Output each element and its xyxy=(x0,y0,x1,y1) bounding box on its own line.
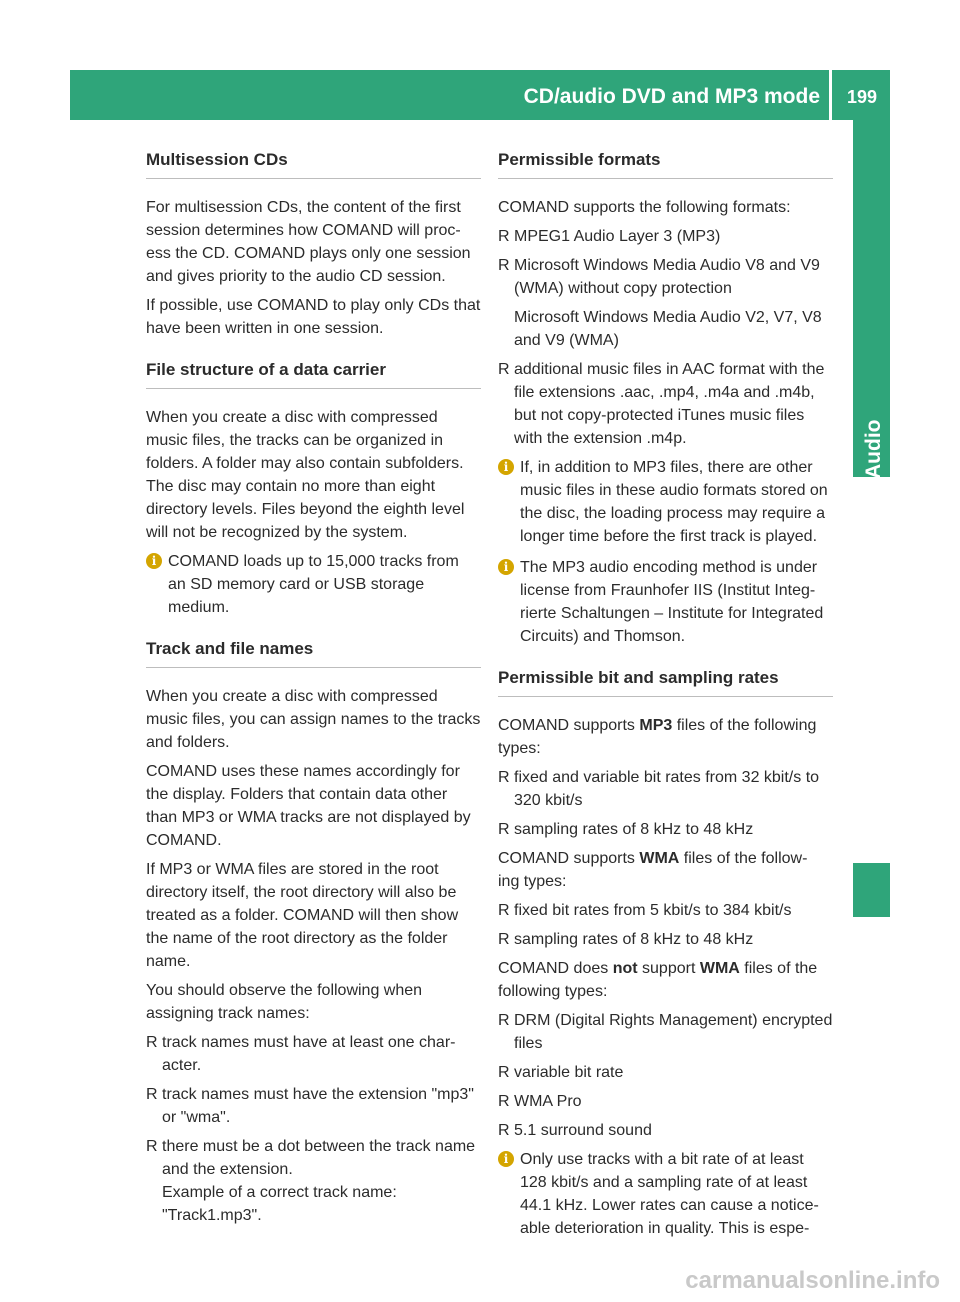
list-item: R track names must have the extension "mp3" or "wma". xyxy=(146,1083,481,1129)
bullet-icon: R xyxy=(498,361,510,378)
heading-bitrates: Permissible bit and sampling rates xyxy=(498,666,833,697)
list-item: R additional music files in AAC format with the file extensions .aac, .mp4, .m4a and .m4b, but not copy-protected iTunes music files with the extension .m4p. xyxy=(498,358,833,450)
paragraph: COMAND supports MP3 files of the following types: xyxy=(498,717,817,757)
formats-list xyxy=(498,225,833,450)
paragraph: COMAND supports WMA files of the follow- ing types: xyxy=(498,850,808,890)
track-name-rules xyxy=(146,1031,481,1227)
wma-list xyxy=(498,899,833,951)
bullet-icon: R xyxy=(498,769,510,786)
heading-file-structure: File structure of a data carrier xyxy=(146,358,481,389)
list-item: R track names must have at least one char- acter. xyxy=(146,1031,481,1077)
paragraph: For multisession CDs, the content of the first session determines how COMAND will proc- ess the CD. COMAND plays only one session and gives priority to the audio CD session. xyxy=(146,199,471,285)
right-column xyxy=(498,148,833,1248)
mp3-list xyxy=(498,766,833,841)
side-tab-label: Audio xyxy=(862,419,885,479)
list-item: R 5.1 surround sound xyxy=(498,1119,833,1142)
watermark: carmanualsonline.info xyxy=(685,1267,940,1294)
list-item: R variable bit rate xyxy=(498,1061,833,1084)
wma-note: Microsoft Windows Media Audio V2, V7, V8 and V9 (WMA) xyxy=(514,309,822,349)
paragraph: If MP3 or WMA files are stored in the root directory itself, the root directory will also be treated as a folder. COMAND will then show the name of the root directory as the folder name. xyxy=(146,861,459,970)
paragraph: COMAND supports the following formats: xyxy=(498,199,791,216)
heading-formats: Permissible formats xyxy=(498,148,833,179)
heading-track-names: Track and file names xyxy=(146,637,481,668)
bullet-icon: R xyxy=(498,1093,510,1110)
list-item: R fixed bit rates from 5 kbit/s to 384 kbit/s xyxy=(498,899,833,922)
list-item: R MPEG1 Audio Layer 3 (MP3) xyxy=(498,225,833,248)
paragraph: If possible, use COMAND to play only CDs that have been written in one session. xyxy=(146,297,481,337)
paragraph: When you create a disc with compressed music files, you can assign names to the tracks and folders. xyxy=(146,688,481,751)
info-icon: i xyxy=(498,559,514,575)
list-item: R Microsoft Windows Media Audio V8 and V9 (WMA) without copy protection Microsoft Windows Media Audio V2, V7, V8 and V9 (WMA) xyxy=(498,254,833,352)
bullet-icon: R xyxy=(498,902,510,919)
info-text: If, in addition to MP3 files, there are other music files in these audio formats stored on the disc, the loading process may require a longer time before the first track is played. xyxy=(520,459,828,545)
heading-multisession: Multisession CDs xyxy=(146,148,481,179)
bullet-icon: R xyxy=(146,1034,158,1051)
info-icon: i xyxy=(146,553,162,569)
info-note xyxy=(498,556,833,648)
info-icon: i xyxy=(498,1151,514,1167)
paragraph: COMAND uses these names accordingly for the display. Folders that contain data other than MP3 or WMA tracks are not displayed by COMAND. xyxy=(146,763,471,849)
info-icon: i xyxy=(498,459,514,475)
list-item: R sampling rates of 8 kHz to 48 kHz xyxy=(498,818,833,841)
bullet-icon: R xyxy=(146,1138,158,1155)
paragraph: COMAND does not support WMA files of the following types: xyxy=(498,960,818,1000)
bullet-icon: R xyxy=(146,1086,158,1103)
info-note xyxy=(146,550,481,619)
info-text: COMAND loads up to 15,000 tracks from an SD memory card or USB storage medium. xyxy=(168,553,459,616)
example-text: Example of a correct track name: "Track1.mp3". xyxy=(162,1184,397,1224)
bullet-icon: R xyxy=(498,1064,510,1081)
list-item: R DRM (Digital Rights Management) encrypted files xyxy=(498,1009,833,1055)
info-note xyxy=(498,456,833,548)
unsupported-list xyxy=(498,1009,833,1142)
info-text: The MP3 audio encoding method is under license from Fraunhofer IIS (Institut Integ- rierte Schaltungen – Institute for Integrated Circuits) and Thomson. xyxy=(520,559,824,645)
list-item: R fixed and variable bit rates from 32 kbit/s to 320 kbit/s xyxy=(498,766,833,812)
header-divider xyxy=(829,70,832,120)
bullet-icon: R xyxy=(498,257,510,274)
bullet-icon: R xyxy=(498,1122,510,1139)
paragraph: When you create a disc with compressed music files, the tracks can be organized in folders. A folder may also contain subfolders. The disc may contain no more than eight directory levels. Files beyond the eighth level will not be recognized by the system. xyxy=(146,409,465,541)
list-item: R WMA Pro xyxy=(498,1090,833,1113)
section-title: CD/audio DVD and MP3 mode xyxy=(523,85,820,108)
paragraph: You should observe the following when assigning track names: xyxy=(146,982,423,1022)
list-item: R there must be a dot between the track name and the extension. Example of a correct track name: "Track1.mp3". xyxy=(146,1135,481,1227)
bullet-icon: R xyxy=(498,931,510,948)
side-marker xyxy=(853,863,890,917)
bullet-icon: R xyxy=(498,1012,510,1029)
info-text: Only use tracks with a bit rate of at least 128 kbit/s and a sampling rate of at least 44.1 kHz. Lower rates can cause a notice- able deterioration in quality. This is espe- xyxy=(520,1151,819,1237)
left-column xyxy=(146,148,481,1233)
info-note xyxy=(498,1148,833,1240)
bullet-icon: R xyxy=(498,821,510,838)
bullet-icon: R xyxy=(498,228,510,245)
list-item: R sampling rates of 8 kHz to 48 kHz xyxy=(498,928,833,951)
page-number: 199 xyxy=(846,87,878,107)
